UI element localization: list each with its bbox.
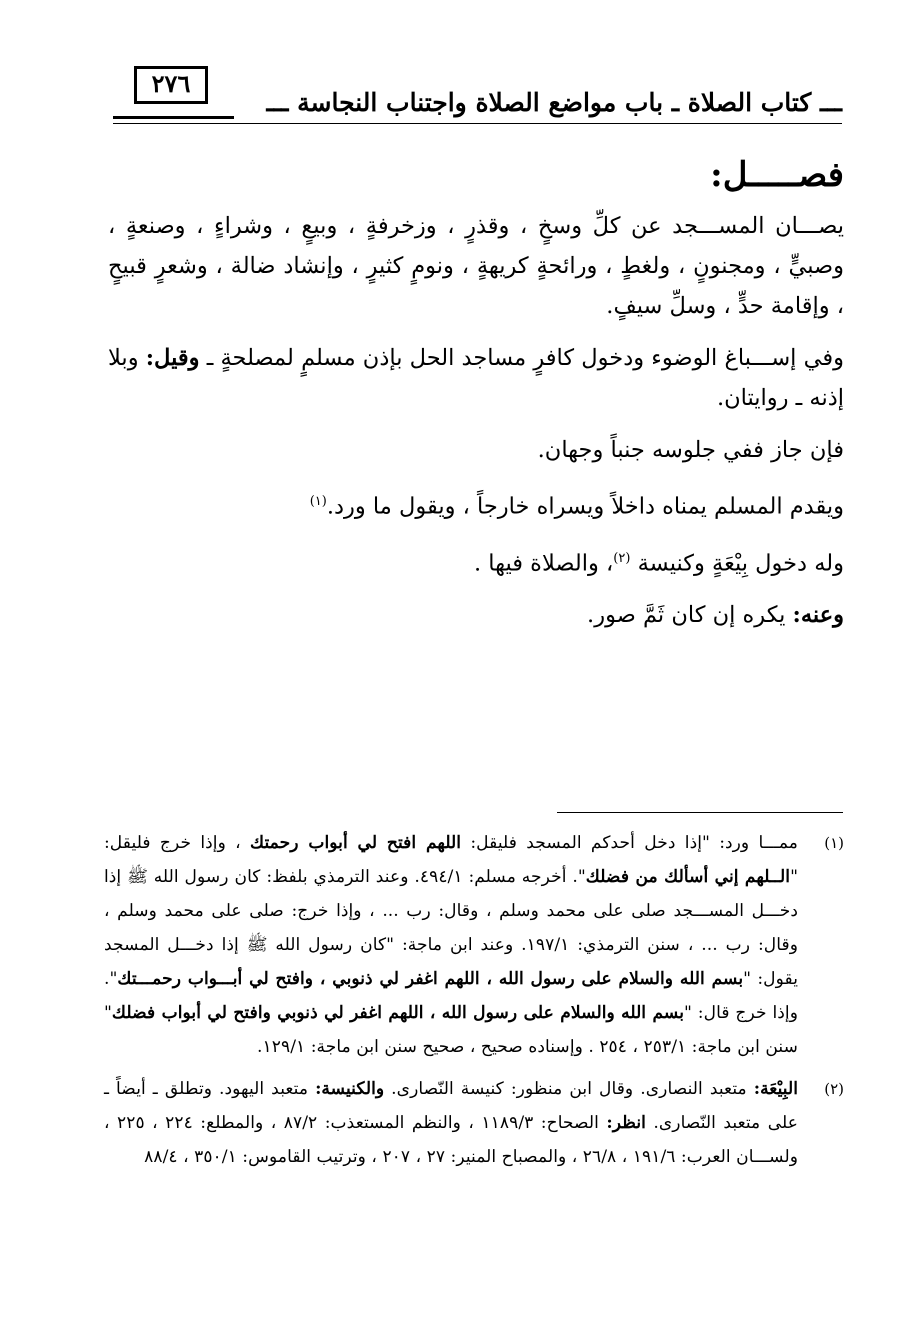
page-number-box	[134, 66, 208, 104]
paragraph-1: يصـــان المســـجد عن كلِّ وسخٍ ، وقذرٍ ، وزخرفةٍ ، وبيعٍ ، وشراءٍ ، وصنعةٍ ، وصبيٍّ ، ومجنونٍ ، ولغطٍ ، ورائحةٍ كريهةٍ ، ونومٍ كثيرٍ ، وإنشاد ضالة ، وشعرٍ قبيحٍ ، وإقامة حدٍّ ، وسلِّ سيفٍ.	[108, 213, 844, 319]
paragraph-4	[108, 482, 844, 527]
footnote-ref-2[interactable]: (٢)	[613, 550, 631, 566]
footnote-1-bold: اللهم افتح لي أبواب رحمتك	[250, 833, 462, 853]
section-heading: فصـــــل:	[710, 155, 844, 195]
footnote-1-bold: الــلهم إني أسألك من فضلك	[585, 867, 791, 887]
footnote-2-bold: انظر:	[606, 1113, 646, 1133]
paragraph-2-end: وبلا إذنه ـ روايتان.	[108, 345, 844, 411]
paragraph-5	[108, 539, 844, 584]
footnote-ref-1[interactable]: (١)	[309, 494, 327, 509]
main-text	[108, 150, 844, 635]
paragraph-4-text: ويقدم المسلم يمناه داخلاً ويسراه خارجاً ، ويقول ما ورد.	[326, 493, 844, 520]
paragraph-2	[108, 338, 844, 418]
paragraph-6-text: يكره إن كان ثَمَّ صور.	[587, 602, 793, 628]
paragraph-6-bold: وعنه:	[792, 602, 844, 628]
footnote-separator	[557, 812, 843, 813]
footnote-1-text: ". وإذا خرج قال: "	[104, 969, 798, 1023]
paragraph-6	[108, 595, 844, 635]
footnote-1-bold: بسم الله والسلام على رسول الله ، اللهم اغفر لي ذنوبي وافتح لي أبواب فضلك	[111, 1003, 685, 1023]
footnote-1-bold: بسم الله والسلام على رسول الله ، اللهم اغفر لي ذنوبي ، وافتح لي أبـــواب رحمـــتك	[117, 969, 744, 989]
footnote-1-text: " سنن ابن ماجة: ٢٥٣/١ ، ٢٥٤ . وإسناده صحيح ، صحيح سنن ابن ماجة: ١٢٩/١.	[104, 1003, 798, 1057]
footnote-number-2: (٢)	[824, 1080, 844, 1098]
footnote-2-bold: والكنيسة:	[315, 1079, 385, 1099]
footnote-1-text: ". أخرجه مسلم: ٤٩٤/١. وعند الترمذي بلفظ: كان رسول الله ﷺ إذا دخـــل المســـجد صلى على محمد وسلم ، وقال: رب ... ، وإذا خرج: صلى على محمد وسلم ، وقال: رب ... ، سنن الترمذي: ١٩٧/١. وعند ابن ماجة: "كان رسول الله ﷺ إذا دخـــل المسجد يقول: "	[104, 867, 799, 989]
footnote-number-1: (١)	[824, 834, 844, 852]
footnotes	[104, 826, 844, 1182]
header-rule-thin	[113, 123, 842, 124]
page-number: ٢٧٦	[151, 69, 191, 98]
footnote-2-bold: البِيْعَة:	[753, 1079, 798, 1099]
footnote-2	[104, 1072, 844, 1174]
footnote-2-text: الصحاح: ١١٨٩/٣ ، والنظم المستعذب: ٨٧/٢ ، والمطلع: ٢٢٤ ، ٢٢٥ ، ولســـان العرب: ١٩١/٦ ، ٢٦/٨ ، والمصباح المنير: ٢٧ ، ٢٠٧ ، وترتيب القاموس: ٣٥٠/١ ، ٨٨/٤	[104, 1113, 798, 1167]
footnote-2-text: متعبد النصارى. وقال ابن منظور: كنيسة النّصارى.	[384, 1079, 754, 1099]
running-title: ـــ كتاب الصلاة ـ باب مواضع الصلاة واجتناب النجاسة ـــ	[234, 86, 842, 120]
footnote-2-text: متعبد اليهود. وتطلق ـ أيضاً ـ على متعبد النّصارى.	[104, 1079, 798, 1133]
footnote-1	[104, 826, 844, 1064]
paragraph-3: فإن جاز ففي جلوسه جنباً وجهان.	[537, 437, 844, 463]
footnote-1-text: ، وإذا خرج فليقل: "	[104, 833, 798, 887]
paragraph-5-text-a: وله دخول بِيْعَةٍ وكنيسة	[630, 550, 844, 576]
paragraph-2-bold: وقيل:	[145, 345, 200, 371]
footnote-1-text: ممـــا ورد: "إذا دخل أحدكم المسجد فليقل:	[461, 833, 799, 853]
paragraph-2-text: وفي إســـباغ الوضوء ودخول كافرٍ مساجد الحل بإذن مسلمٍ لمصلحةٍ ـ	[199, 345, 844, 371]
paragraph-5-text-b: ، والصلاة فيها .	[473, 550, 614, 576]
